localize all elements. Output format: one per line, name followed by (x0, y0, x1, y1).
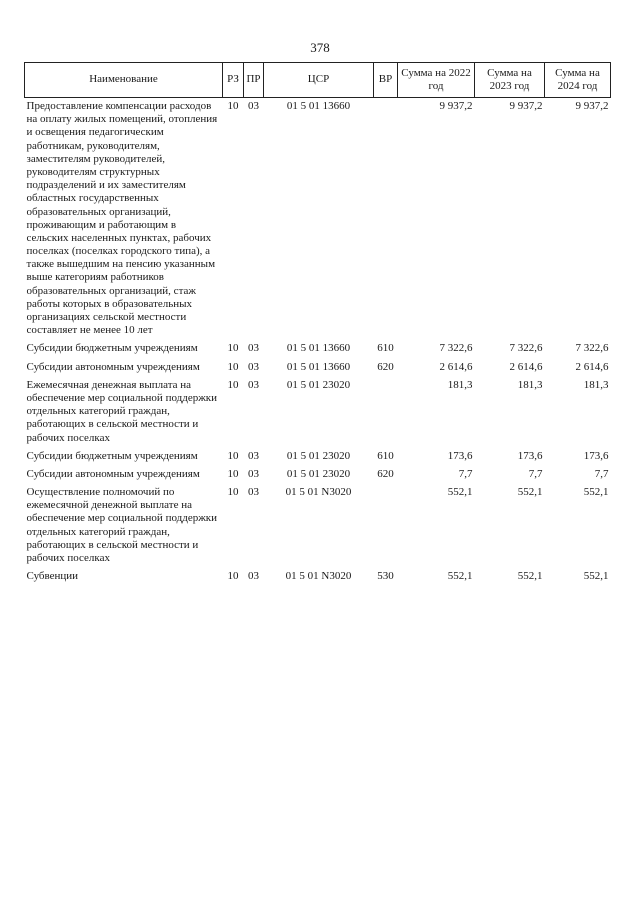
row-sum-2022: 7 322,6 (439, 342, 473, 355)
row-name: Ежемесячная денежная выплата на обеспечение мер социальной поддержки отдельных категорий граждан, работающих в сельской местности и рабочих поселках (26, 378, 218, 444)
row-csr: 01 5 01 23020 (286, 378, 351, 391)
row-pr: 03 (248, 378, 259, 391)
row-sum-2022: 173,6 (447, 449, 473, 462)
table-row (25, 484, 611, 568)
row-sum-2023: 173,6 (517, 449, 543, 462)
row-sum-2024: 7 322,6 (575, 342, 609, 355)
row-csr: 01 5 01 13660 (286, 360, 351, 373)
row-rz: 10 (227, 100, 239, 112)
row-pr: 03 (248, 570, 259, 583)
row-rz: 10 (227, 486, 239, 499)
row-sum-2023: 181,3 (517, 378, 543, 391)
row-vr: 610 (377, 449, 394, 462)
row-sum-2022: 552,1 (447, 570, 473, 583)
page-number: 378 (310, 40, 330, 55)
row-sum-2022: 7,7 (458, 467, 473, 480)
row-pr: 03 (248, 486, 259, 499)
row-name: Субсидии автономным учреждениям (26, 467, 200, 480)
table-row (25, 568, 611, 586)
row-rz: 10 (227, 378, 239, 391)
row-vr: 620 (377, 467, 394, 480)
header-name: Наименование (25, 63, 223, 98)
row-pr: 03 (248, 100, 259, 112)
row-sum-2024: 2 614,6 (575, 360, 609, 373)
header-csr: ЦСР (264, 63, 374, 98)
row-name: Предоставление компенсации расходов на оплату жилых помещений, отопления и освещения педагогическим работникам, руководителям, заместителям руководителей, руководителям структурных подразделений и их заместителям областных государственных образовательных организаций, проживающим и работающим в сельских населенных пунктах, рабочих поселках (поселках городского типа), а также вышедшим на пенсию указанным выше категориям работников образовательных организаций, стаж работы которых в образовательных организациях сельской местности составляет не менее 10 лет (26, 100, 218, 337)
header-vr: ВР (374, 63, 398, 98)
row-csr: 01 5 01 N3020 (285, 570, 352, 583)
row-sum-2023: 552,1 (517, 570, 543, 583)
row-pr: 03 (248, 342, 259, 355)
row-vr (374, 98, 398, 341)
row-vr (374, 377, 398, 448)
table-row (25, 98, 611, 341)
budget-table (24, 62, 611, 586)
row-sum-2024: 552,1 (583, 570, 609, 583)
row-rz: 10 (227, 342, 239, 355)
table-row (25, 377, 611, 448)
row-name: Субвенции (26, 570, 79, 583)
row-sum-2024: 552,1 (583, 486, 609, 499)
header-rz: РЗ (223, 63, 244, 98)
row-pr: 03 (248, 467, 259, 480)
header-sum-2022: Сумма на 2022 год (398, 63, 475, 98)
row-sum-2023: 552,1 (517, 486, 543, 499)
header-sum-2023: Сумма на 2023 год (475, 63, 545, 98)
row-sum-2024: 9 937,2 (575, 100, 609, 112)
row-pr: 03 (248, 360, 259, 373)
header-pr: ПР (244, 63, 264, 98)
row-sum-2023: 7,7 (528, 467, 543, 480)
row-rz: 10 (227, 467, 239, 480)
row-csr: 01 5 01 23020 (286, 449, 351, 462)
row-vr: 610 (377, 342, 394, 355)
row-sum-2024: 173,6 (583, 449, 609, 462)
row-sum-2023: 2 614,6 (509, 360, 543, 373)
table-header-row (25, 63, 611, 98)
row-csr: 01 5 01 13660 (286, 342, 351, 355)
table-row (25, 359, 611, 377)
row-sum-2022: 2 614,6 (439, 360, 473, 373)
table-row (25, 466, 611, 484)
row-sum-2022: 181,3 (447, 378, 473, 391)
row-pr: 03 (248, 449, 259, 462)
row-rz: 10 (227, 360, 239, 373)
row-name: Осуществление полномочий по ежемесячной денежной выплате на обеспечение мер социальной поддержки отдельных категорий граждан, работающих в сельской местности и рабочих поселках (26, 486, 218, 564)
row-sum-2022: 552,1 (447, 486, 473, 499)
table-row (25, 340, 611, 358)
table-row (25, 448, 611, 466)
row-sum-2023: 9 937,2 (509, 100, 543, 112)
row-csr: 01 5 01 13660 (286, 100, 351, 112)
row-sum-2024: 7,7 (594, 467, 609, 480)
row-rz: 10 (227, 449, 239, 462)
row-vr: 620 (377, 360, 394, 373)
row-csr: 01 5 01 N3020 (285, 486, 352, 499)
row-sum-2024: 181,3 (583, 378, 609, 391)
row-name: Субсидии автономным учреждениям (26, 360, 200, 373)
row-name: Субсидии бюджетным учреждениям (26, 449, 198, 462)
row-vr: 530 (377, 570, 394, 583)
row-csr: 01 5 01 23020 (286, 467, 351, 480)
header-sum-2024: Сумма на 2024 год (545, 63, 611, 98)
row-name: Субсидии бюджетным учреждениям (26, 342, 198, 355)
row-vr (374, 484, 398, 568)
row-rz: 10 (227, 570, 239, 583)
row-sum-2023: 7 322,6 (509, 342, 543, 355)
row-sum-2022: 9 937,2 (439, 100, 473, 112)
